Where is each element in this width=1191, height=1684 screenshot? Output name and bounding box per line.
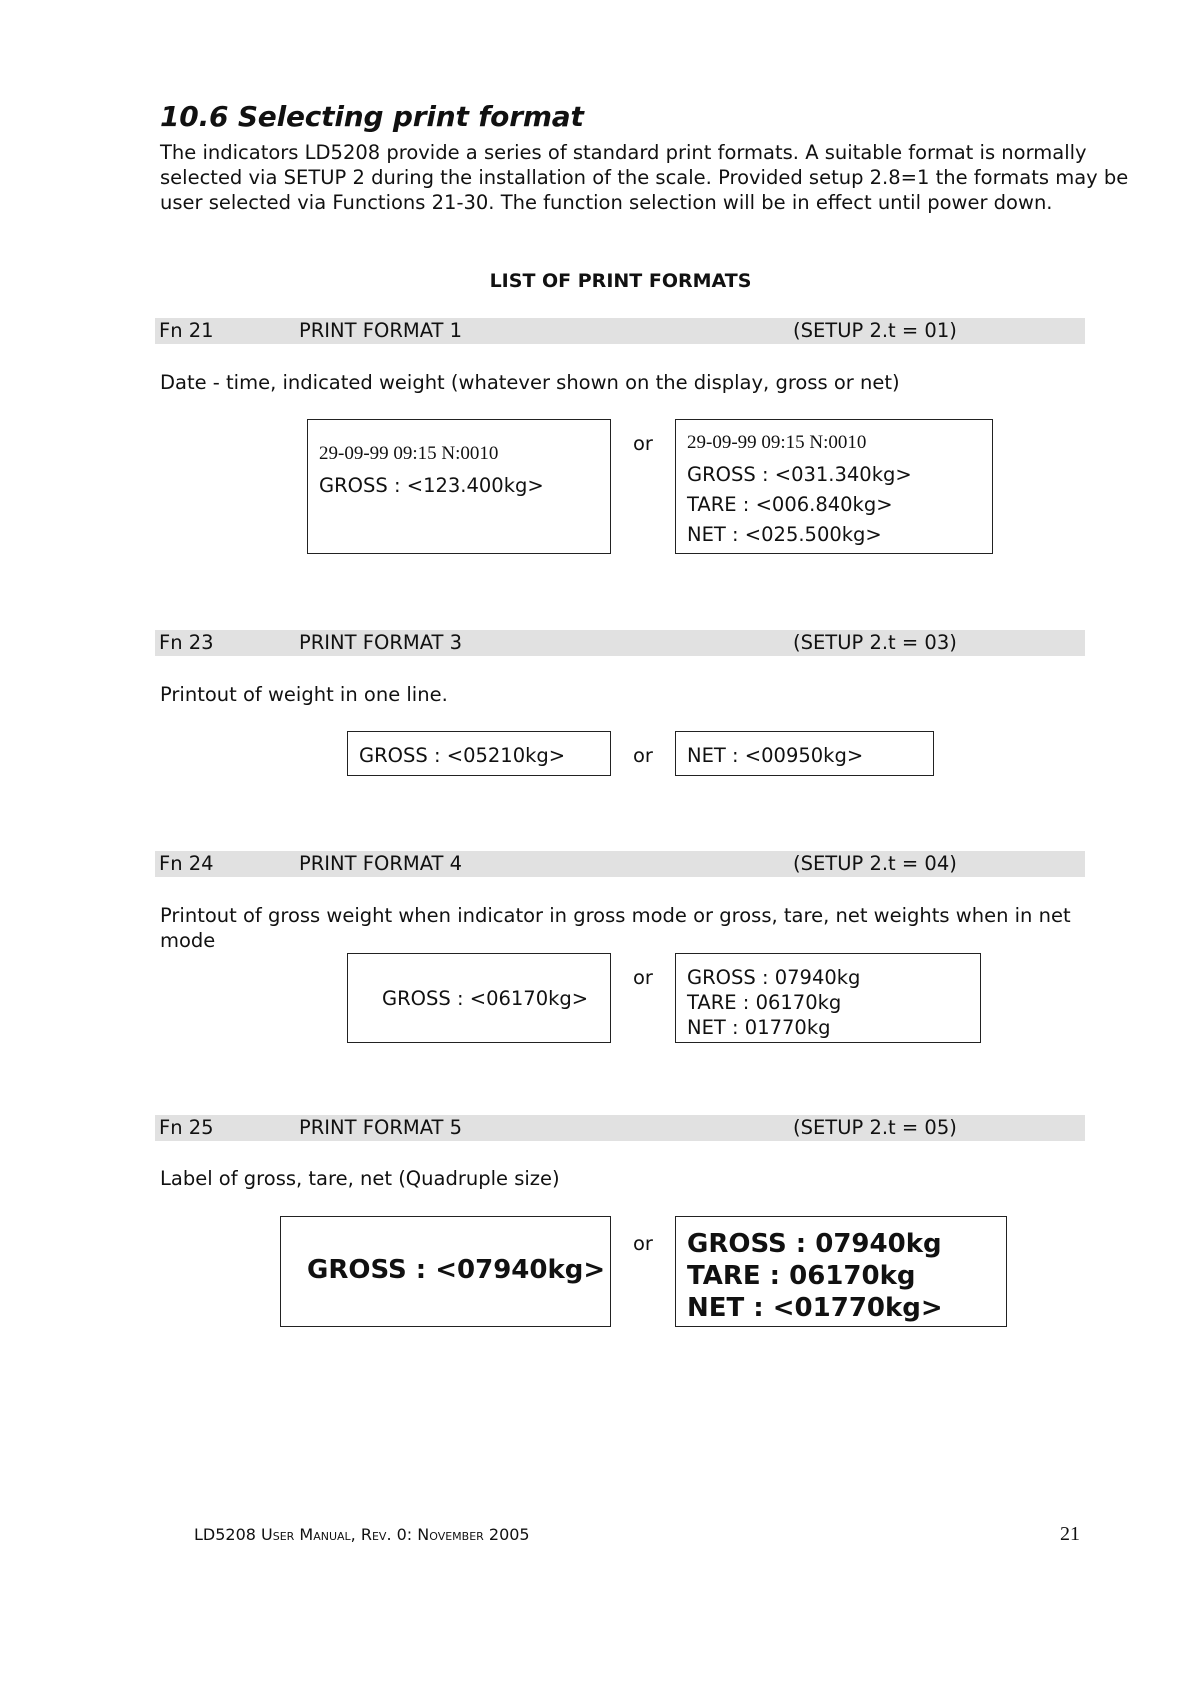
setup-code: (SETUP 2.t = 05) [793,1116,957,1139]
print-sample-gross [347,953,611,1043]
sample-line: TARE : <006.840kg> [687,493,893,516]
format-name: PRINT FORMAT 4 [299,852,463,875]
format-name: PRINT FORMAT 3 [299,631,463,654]
sample-line: GROSS : 07940kg [687,966,861,989]
print-sample-gross [347,731,611,776]
sample-line: NET : 01770kg [687,1016,831,1039]
print-sample-gross [307,419,611,554]
print-sample-net-large [675,1216,1007,1327]
print-sample-net [675,953,981,1043]
or-label: or [633,1232,653,1255]
format-description: Printout of gross weight when indicator in gross mode or gross, tare, net weights when in net [160,904,1071,927]
print-sample-net [675,419,993,554]
format-description: Label of gross, tare, net (Quadruple size) [160,1167,560,1190]
sample-line: GROSS : <07940kg> [307,1255,606,1285]
function-bar-fn21 [155,318,1085,344]
intro-paragraph [160,140,1129,215]
sample-line: TARE : 06170kg [687,991,842,1014]
setup-code: (SETUP 2.t = 01) [793,319,957,342]
footer-manual-title: LD5208 User Manual, Rev. 0: November 2005 [194,1525,530,1544]
format-description: Printout of weight in one line. [160,683,448,706]
list-title: LIST OF PRINT FORMATS [489,270,752,292]
setup-code: (SETUP 2.t = 04) [793,852,957,875]
sample-line: GROSS : <06170kg> [382,987,589,1010]
function-number: Fn 23 [159,631,214,654]
intro-line: The indicators LD5208 provide a series of standard print formats. A suitable format is normally [160,141,1087,164]
sample-line: TARE : 06170kg [687,1261,916,1291]
function-bar-fn24 [155,851,1085,877]
function-number: Fn 24 [159,852,214,875]
sample-line: NET : <01770kg> [687,1293,943,1323]
print-sample-gross-large [280,1216,611,1327]
sample-line: NET : <025.500kg> [687,523,882,546]
sample-line: 29-09-99 09:15 N:0010 [687,432,867,453]
or-label: or [633,966,653,989]
setup-code: (SETUP 2.t = 03) [793,631,957,654]
format-name: PRINT FORMAT 1 [299,319,463,342]
format-description-continued: mode [160,929,216,952]
function-bar-fn25 [155,1115,1085,1141]
page-number: 21 [1060,1523,1080,1545]
section-heading: 10.6 Selecting print format [160,100,584,133]
intro-line: selected via SETUP 2 during the installation of the scale. Provided setup 2.8=1 the formats may be [160,166,1129,189]
function-number: Fn 21 [159,319,214,342]
or-label: or [633,432,653,455]
sample-line: GROSS : <123.400kg> [319,474,544,497]
or-label: or [633,744,653,767]
sample-line: GROSS : <031.340kg> [687,463,912,486]
function-number: Fn 25 [159,1116,214,1139]
intro-line: user selected via Functions 21-30. The function selection will be in effect until power down. [160,191,1053,214]
function-bar-fn23 [155,630,1085,656]
sample-line: GROSS : <05210kg> [359,744,566,767]
print-sample-net [675,731,934,776]
format-description: Date - time, indicated weight (whatever shown on the display, gross or net) [160,371,900,394]
sample-line: GROSS : 07940kg [687,1229,942,1259]
format-name: PRINT FORMAT 5 [299,1116,463,1139]
sample-line: 29-09-99 09:15 N:0010 [319,443,499,464]
sample-line: NET : <00950kg> [687,744,864,767]
